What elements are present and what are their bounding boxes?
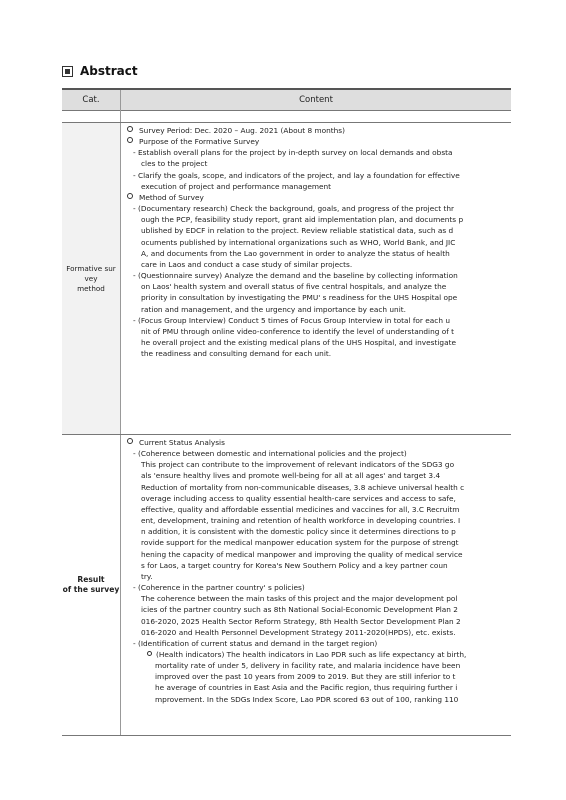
content-line-text: s for Laos, a target country for Korea's New Southern Policy and a key partner coun (141, 560, 448, 570)
content-line (125, 304, 507, 315)
content-line (125, 348, 507, 359)
content-line-text: A, and documents from the Lao government in order to analyze the status of health (141, 248, 450, 258)
content-line-text: - Clarify the goals, scope, and indicators of the project, and lay a foundation for effective (133, 170, 460, 180)
row-content (121, 123, 511, 359)
content-line-text: ration and management, and the urgency and importance by each unit. (141, 304, 406, 314)
content-line (125, 660, 507, 671)
content-line (125, 694, 507, 705)
content-line-text: on Laos' health system and overall status of five central hospitals, and analyze the (141, 282, 447, 292)
row-category (62, 123, 121, 434)
content-line-text: Current Status Analysis (139, 438, 225, 447)
content-line (125, 237, 507, 248)
content-line (125, 225, 507, 236)
content-line-text: - (Coherence between domestic and international policies and the project) (133, 449, 407, 459)
content-line-text: icies of the partner country such as 8th National Social-Economic Development Plan 2 (141, 605, 458, 615)
content-line (125, 593, 507, 604)
content-line (125, 649, 507, 660)
content-line (125, 459, 507, 470)
header-cat: Cat. (62, 90, 121, 110)
content-line (125, 192, 507, 203)
content-line (125, 147, 507, 158)
category-line: Formative sur (66, 263, 116, 273)
table-row-formative-survey-method (62, 123, 511, 435)
content-line-text: ent, development, training and retention of health workforce in developing countries. I (141, 516, 461, 526)
table-spacer-row (62, 110, 511, 123)
content-line-text: hening the capacity of medical manpower and improving the quality of medical service (141, 549, 463, 559)
content-line (125, 248, 507, 259)
content-line-text: 016-2020 and Health Personnel Development Strategy 2011-2020(HPDS), etc. exists. (141, 627, 456, 637)
content-line (125, 526, 507, 537)
content-line-text: rovide support for the medical manpower education system for the purpose of strengt (141, 538, 459, 548)
content-line (125, 515, 507, 526)
content-line (125, 125, 507, 136)
small-circle-bullet-icon (147, 651, 152, 656)
content-line-text: priority in consultation by investigating the PMU' s readiness for the UHS Hospital ope (141, 293, 458, 303)
content-line (125, 549, 507, 560)
content-line-text: ocuments published by international organizations such as WHO, World Bank, and JIC (141, 237, 456, 247)
section-title-text: Abstract (80, 64, 138, 78)
content-line-text: the readiness and consulting demand for each unit. (141, 349, 332, 359)
content-line (125, 682, 507, 693)
content-line-text: The coherence between the main tasks of this project and the major development pol (141, 594, 458, 604)
content-line-text: - (Coherence in the partner country' s policies) (133, 583, 305, 593)
content-line (125, 616, 507, 627)
row-content (121, 435, 511, 705)
category-line: method (77, 283, 105, 293)
content-line (125, 281, 507, 292)
content-line-text: execution of project and performance management (141, 181, 332, 191)
content-line-text: he overall project and the existing medical plans of the UHS Hospital, and investigate (141, 337, 456, 347)
content-line (125, 604, 507, 615)
square-bullet-icon (62, 66, 73, 77)
content-line-text: Method of Survey (139, 192, 204, 202)
category-line: of the survey (62, 585, 120, 594)
circle-bullet-icon (127, 193, 133, 199)
content-line-text: - Establish overall plans for the project by in-depth survey on local demands and obsta (133, 148, 453, 158)
content-line (125, 571, 507, 582)
content-line (125, 493, 507, 504)
content-line-text: (Health indicators) The health indicators in Lao PDR such as life expectancy at birth, (156, 649, 467, 659)
content-line-text: improved over the past 10 years from 2009 to 2019. But they are still inferior to t (155, 672, 456, 682)
content-line-text: This project can contribute to the improvement of relevant indicators of the SDG3 go (141, 460, 455, 470)
content-line (125, 560, 507, 571)
content-line (125, 181, 507, 192)
content-line-text: care in Laos and conduct a case study of similar projects. (141, 259, 353, 269)
header-content: Content (299, 95, 333, 105)
content-line (125, 203, 507, 214)
content-line-text: Purpose of the Formative Survey (139, 137, 260, 147)
content-line-text: try. (141, 571, 153, 581)
content-line (125, 504, 507, 515)
content-line-text: effective, quality and affordable essential medicines and vaccines for all, 3.C Recruitm (141, 504, 460, 514)
content-line-text: mortality rate of under 5, delivery in facility rate, and malaria incidence have been (155, 661, 461, 671)
content-line-text: - (Focus Group Interview) Conduct 5 times of Focus Group Interview in total for each u (133, 315, 450, 325)
content-line-text: cles to the project (141, 159, 208, 169)
content-line-text: n addition, it is consistent with the domestic policy since it determines directions to p (141, 527, 456, 537)
table-header (62, 88, 511, 111)
content-line-text: - (Questionnaire survey) Analyze the demand and the baseline by collecting information (133, 271, 458, 281)
table-row-result-of-survey (62, 435, 511, 736)
content-line (125, 170, 507, 181)
content-line (125, 437, 507, 448)
content-line-text: he average of countries in East Asia and the Pacific region, thus requiring further i (155, 683, 458, 693)
section-title (62, 64, 138, 78)
content-line (125, 136, 507, 147)
content-line-text: als 'ensure healthy lives and promote well-being for all at all ages' and target 3.4 (141, 471, 441, 481)
category-line: vey (84, 273, 98, 283)
content-line (125, 482, 507, 493)
content-line (125, 627, 507, 638)
circle-bullet-icon (127, 137, 133, 143)
content-line (125, 292, 507, 303)
circle-bullet-icon (127, 438, 133, 444)
content-line (125, 326, 507, 337)
content-line (125, 214, 507, 225)
content-line (125, 638, 507, 649)
row-category (62, 435, 121, 735)
circle-bullet-icon (127, 126, 133, 132)
content-line-text: - (Identification of current status and demand in the target region) (133, 638, 378, 648)
content-line (125, 448, 507, 459)
content-line-text: ough the PCP, feasibility study report, grant aid implementation plan, and documents p (141, 215, 464, 225)
content-line-text: Survey Period: Dec. 2020 – Aug. 2021 (About 8 months) (139, 126, 345, 135)
content-line-text: Reduction of mortality from non-communicable diseases, 3.8 achieve universal health c (141, 482, 465, 492)
content-line-text: ublished by EDCF in relation to the project. Review reliable statistical data, such as d (141, 226, 454, 236)
content-line-text: overage including access to quality essential health-care services and access to safe, (141, 493, 456, 503)
category-line: Result (77, 575, 105, 584)
content-line (125, 537, 507, 548)
content-line (125, 158, 507, 169)
content-line (125, 470, 507, 481)
content-line (125, 337, 507, 348)
content-line-text: mprovement. In the SDGs Index Score, Lao PDR scored 63 out of 100, ranking 110 (155, 694, 459, 704)
content-line-text: - (Documentary research) Check the background, goals, and progress of the project thr (133, 204, 455, 214)
content-line-text: nit of PMU through online video-conference to identify the level of understanding of t (141, 326, 455, 336)
content-line (125, 582, 507, 593)
content-line (125, 671, 507, 682)
content-line (125, 315, 507, 326)
content-line-text: 016-2020, 2025 Health Sector Reform Strategy, 8th Health Sector Development Plan 2 (141, 616, 461, 626)
content-line (125, 259, 507, 270)
content-line (125, 270, 507, 281)
